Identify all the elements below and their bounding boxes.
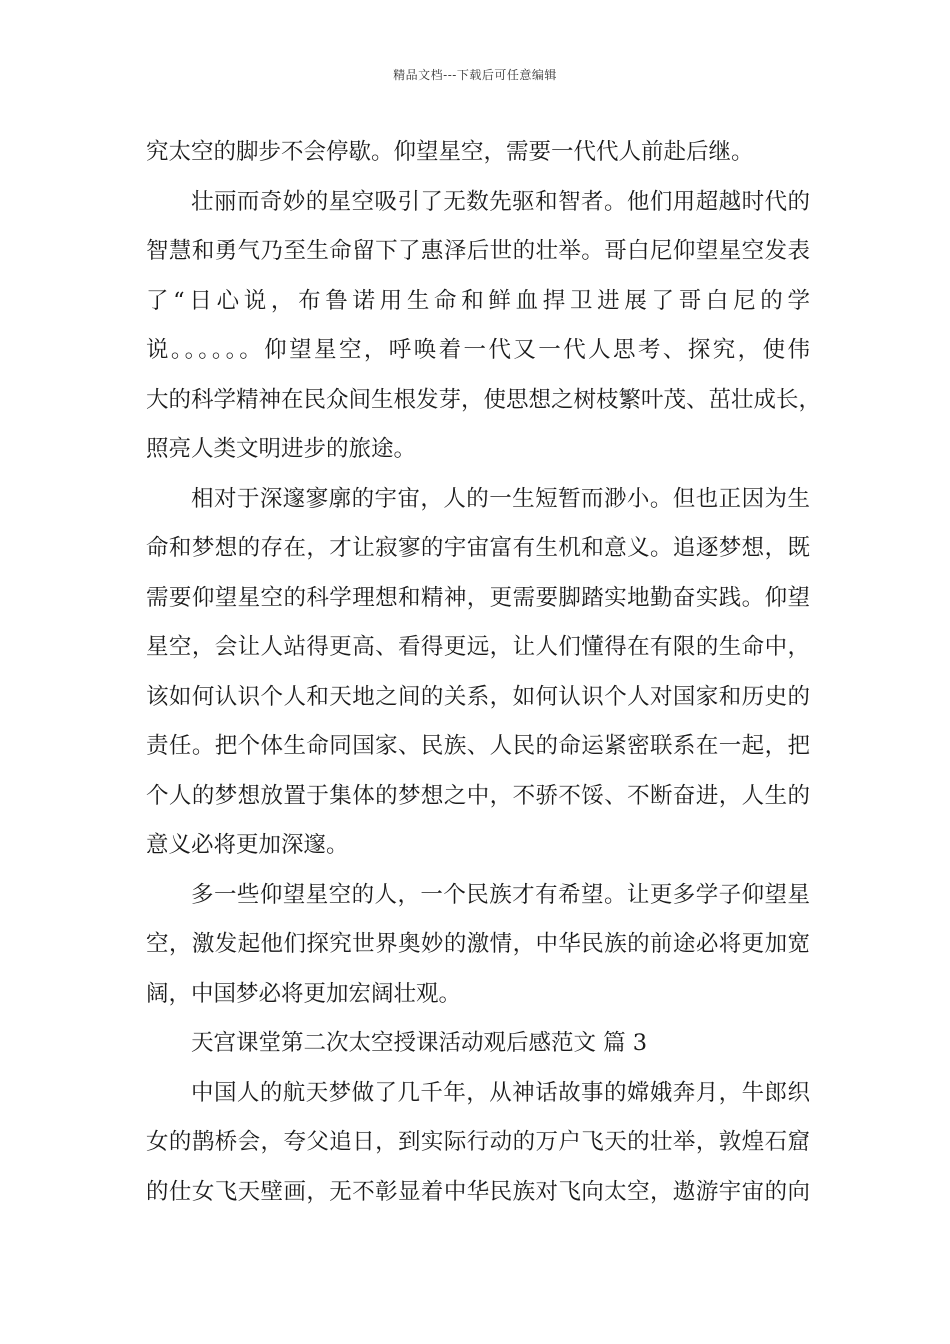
text-line: 个人的梦想放置于集体的梦想之中，不骄不馁、不断奋进，人生的 [146, 782, 810, 809]
text-line: 智慧和勇气乃至生命留下了惠泽后世的壮举。哥白尼仰望星空发表 [146, 238, 810, 264]
text-line: 照亮人类文明进步的旅途。 [146, 436, 417, 462]
text-line: 相对于深邃寥廓的宇宙，人的一生短暂而渺小。但也正因为生 [191, 485, 810, 512]
text-line: 需要仰望星空的科学理想和精神，更需要脚踏实地勤奋实践。仰望 [146, 584, 810, 611]
text-line: 说。。。。。。仰望星空，呼唤着一代又一代人思考、探究，使伟 [146, 337, 810, 363]
text-line: 星空，会让人站得更高、看得更远，让人们懂得在有限的生命中， [146, 634, 810, 660]
text-line: 阔，中国梦必将更加宏阔壮观。 [146, 980, 462, 1007]
text-line: 天宫课堂第二次太空授课活动观后感范文 篇 3 [191, 1030, 648, 1056]
document-body [146, 128, 822, 1217]
text-line: 中国人的航天梦做了几千年，从神话故事的嫦娥奔月，牛郎织 [191, 1079, 810, 1106]
text-line: 的仕女飞天壁画，无不彰显着中华民族对飞向太空，遨游宇宙的向 [146, 1178, 810, 1205]
text-line: 该如何认识个人和天地之间的关系，如何认识个人对国家和历史的 [146, 683, 810, 710]
text-line: 命和梦想的存在，才让寂寥的宇宙富有生机和意义。追逐梦想，既 [146, 535, 810, 561]
text-line: 究太空的脚步不会停歇。仰望星空，需要一代代人前赴后继。 [146, 139, 754, 165]
text-line: 意义必将更加深邃。 [146, 832, 349, 858]
text-line: 大的科学精神在民众间生根发芽，使思想之树枝繁叶茂、茁壮成长， [146, 386, 822, 413]
page-header: 精品文档---下载后可任意编辑 [393, 68, 557, 82]
text-line: 多一些仰望星空的人，一个民族才有希望。让更多学子仰望星 [191, 881, 810, 908]
text-line: 责任。把个体生命同国家、民族、人民的命运紧密联系在一起，把 [146, 733, 810, 759]
text-line: 了“日心说，布鲁诺用生命和鲜血捍卫进展了哥白尼的学 [146, 287, 810, 314]
text-line: 空，激发起他们探究世界奥妙的激情，中华民族的前途必将更加宽 [146, 931, 810, 957]
text-line: 女的鹊桥会，夸父追日，到实际行动的万户飞天的壮举，敦煌石窟 [146, 1129, 810, 1155]
text-line: 壮丽而奇妙的星空吸引了无数先驱和智者。他们用超越时代的 [191, 188, 810, 215]
